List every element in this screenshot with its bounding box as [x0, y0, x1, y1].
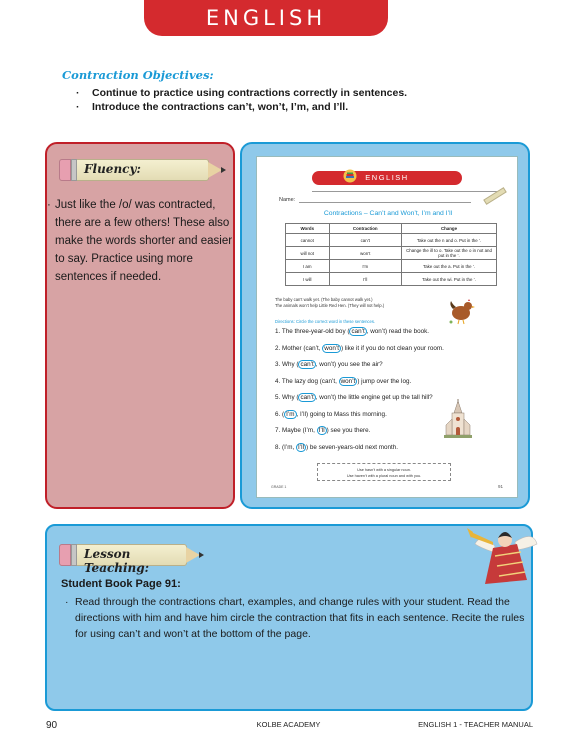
contraction-choice: won’t [319, 394, 334, 401]
table-cell: I will [286, 273, 330, 286]
contraction-choice: won’t [340, 377, 356, 385]
sentence-text: ) jump over the log. [357, 377, 412, 385]
table-cell: Take out the n and o. Put in the ’. [402, 234, 497, 247]
sentence-text: 7. Maybe ( [275, 427, 305, 434]
contractions-table [285, 223, 497, 286]
lesson-teaching-card [45, 524, 533, 711]
sentence-text: 8. ( [275, 443, 285, 451]
table-header: Contraction [329, 224, 402, 234]
lesson-text: · Read through the contractions chart, examples, and change rules with your student. Read the directions with him and have him circle the contraction that fits in each sentence. Recite the rules for using can’t and won’t at the bottom of the page. [65, 596, 525, 640]
sentence-text: ) like it if you do not clean your room. [340, 344, 444, 352]
sentence-text: , [335, 377, 339, 385]
name-label: Name: [279, 197, 296, 203]
sentence-text: , [315, 361, 320, 368]
contraction-choice: I’m [284, 443, 293, 451]
church-icon [443, 399, 473, 443]
table-cell: can’t [329, 234, 402, 247]
objective-item: · Continue to practice using contractions correctly in sentences. [76, 87, 408, 99]
rule-text: Use haven’t with a plural noun and with you. [346, 474, 422, 478]
sentence-text: ) the little engine get up the tall hill? [333, 394, 433, 401]
sentence-text: , [366, 328, 371, 335]
sentence-line [275, 361, 383, 368]
contraction-choice: won’t [324, 344, 339, 352]
workbook-footer-grade: GRADE 1 [271, 485, 287, 489]
sentence-line [275, 328, 429, 335]
footer-right: ENGLISH 1 - TEACHER MANUAL [418, 720, 533, 729]
table-row [286, 273, 497, 286]
contraction-choice: can’t [305, 344, 319, 352]
pencil-icon [483, 187, 507, 205]
contraction-choice: I’m [304, 427, 314, 434]
sentence-text: , [315, 394, 320, 401]
sentence-text: 5. Why ( [275, 394, 299, 401]
contraction-choice: won’t [370, 328, 385, 335]
workbook-preview-card [240, 142, 530, 509]
sentence-line [275, 394, 433, 401]
table-header: Change [402, 224, 497, 234]
table-cell: Take out the wi. Put in the ’. [402, 273, 497, 286]
objective-item: · Introduce the contractions can’t, won’t, I’m, and I’ll. [76, 101, 349, 113]
sentence-text: , [318, 344, 323, 352]
hen-icon [447, 297, 475, 325]
rule-line [312, 191, 502, 192]
name-line [299, 202, 471, 203]
contraction-choice: won’t [319, 361, 334, 368]
workbook-banner: ENGLISH [312, 171, 462, 185]
table-header-row [286, 224, 497, 234]
table-cell: I’m [329, 260, 402, 273]
table-cell: will not [286, 247, 330, 260]
workbook-page-number: 91 [497, 484, 503, 489]
example-notes [275, 297, 384, 308]
sentence-text: , [313, 427, 317, 434]
sentence-line [275, 444, 398, 451]
fluency-card [45, 142, 235, 509]
sentence-text: , [292, 443, 297, 451]
table-cell: I am [286, 260, 330, 273]
example-note: The animals won’t help Little Red Hen. (They will not help.) [275, 302, 385, 308]
angel-trumpet-icon [465, 524, 539, 588]
sentence-text: , [296, 410, 301, 418]
objectives-title: Contraction Objectives: [62, 68, 214, 82]
sentence-line [275, 427, 370, 434]
contraction-choice: can’t [300, 361, 314, 368]
example-note: The baby can’t walk yet. (The baby cannot walk yet.) [275, 297, 373, 302]
contraction-choice: I’ll [318, 427, 325, 434]
table-cell: I’ll [329, 273, 402, 286]
pencil-label-icon [59, 544, 187, 575]
contraction-choice: can’t [321, 377, 336, 385]
sentence-text: ) see you there. [326, 427, 371, 434]
sentence-line [275, 411, 387, 418]
sentence-line [275, 345, 444, 352]
sentence-text: ) going to Mass this morning. [305, 410, 387, 418]
table-cell: Change the ill to o. Take out the o in not and put in the ’. [402, 247, 497, 260]
contraction-choice: I’ll [298, 443, 304, 451]
workbook-page-thumbnail [256, 156, 518, 498]
sentence-text: 3. Why ( [275, 361, 299, 368]
table-header: Words [286, 224, 330, 234]
pencil-label-icon [59, 159, 209, 181]
table-cell: cannot [286, 234, 330, 247]
table-cell: Take out the a. Put in the ’. [402, 260, 497, 273]
sentence-text: 1. The three-year-old boy ( [275, 328, 350, 335]
fluency-text: · Just like the /o/ was contracted, there are a few others! These also make the words shorter and easier to say. Practice using more sentences if needed. [47, 199, 233, 283]
table-row [286, 234, 497, 247]
footer-center: KOLBE ACADEMY [256, 720, 321, 729]
contraction-choice: can’t [351, 328, 365, 335]
contraction-choice: I’m [286, 410, 295, 418]
rule-text: Use hasn’t with a singular noun. [357, 468, 411, 472]
contraction-choice: I’ll [300, 410, 306, 418]
directions: Directions: Circle the correct word in these sentences. [275, 319, 376, 324]
lesson-label: Lesson Teaching: [84, 547, 150, 575]
workbook-heading: Contractions – Can’t and Won’t, I’m and I’ll [323, 210, 453, 217]
sentence-text: ) you see the air? [333, 361, 383, 368]
sentence-text: ) read the book. [384, 328, 430, 335]
books-icon [343, 169, 357, 183]
section-banner: ENGLISH [144, 0, 388, 36]
page-number: 90 [46, 720, 58, 731]
sentence-text: 6. ( [275, 410, 285, 418]
rule-box [317, 463, 451, 481]
sentence-text: ) be seven-years-old next month. [305, 443, 399, 451]
fluency-label: Fluency: [84, 162, 141, 176]
contraction-choice: can’t [300, 394, 314, 401]
lesson-subheading: Student Book Page 91: [61, 578, 181, 590]
sentence-line [275, 378, 411, 385]
table-row [286, 260, 497, 273]
table-cell: won’t [329, 247, 402, 260]
sentence-text: 4. The lazy dog ( [275, 377, 322, 385]
objectives-list [76, 86, 516, 114]
sentence-text: 2. Mother ( [275, 344, 306, 352]
table-row [286, 247, 497, 260]
